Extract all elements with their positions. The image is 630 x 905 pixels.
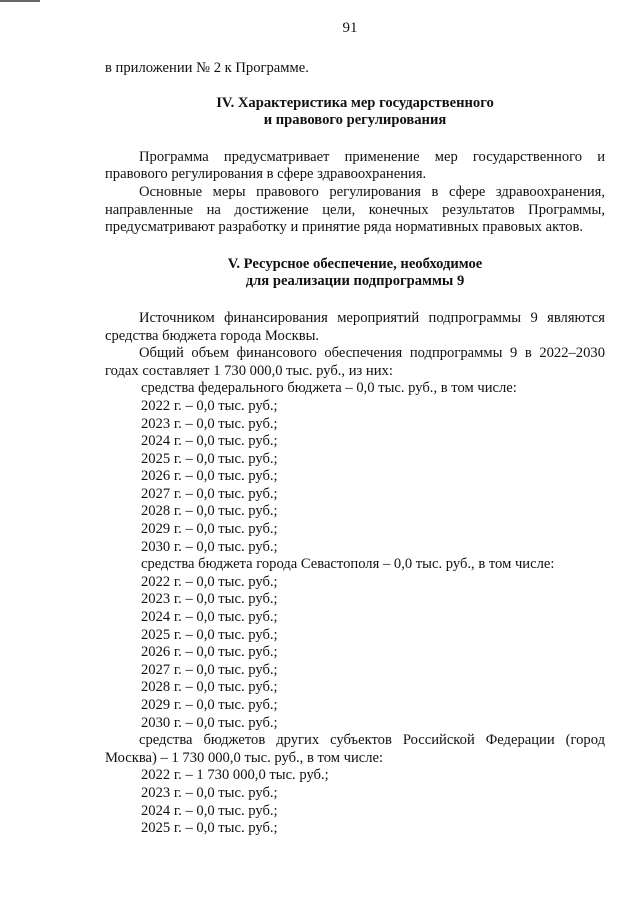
- section-4-paragraph-1: Программа предусматривает применение мер государственного и правового регулирования в сфере здравоохранения.: [105, 148, 605, 183]
- other-subjects-budget-heading: средства бюджетов других субъектов Российской Федерации (город Москва) – 1 730 000,0 тыс. руб., в том числе:: [105, 732, 605, 766]
- other-subjects-year-2024: 2024 г. – 0,0 тыс. руб.;: [141, 802, 278, 819]
- other-subjects-year-2022: 2022 г. – 1 730 000,0 тыс. руб.;: [141, 767, 329, 784]
- sevastopol-year-2023: 2023 г. – 0,0 тыс. руб.;: [141, 591, 278, 608]
- intro-line: в приложении № 2 к Программе.: [105, 60, 309, 76]
- sevastopol-year-2026: 2026 г. – 0,0 тыс. руб.;: [141, 644, 278, 661]
- other-subjects-year-2023: 2023 г. – 0,0 тыс. руб.;: [141, 784, 278, 801]
- federal-year-2029: 2029 г. – 0,0 тыс. руб.;: [141, 521, 278, 538]
- sevastopol-year-2022: 2022 г. – 0,0 тыс. руб.;: [141, 573, 278, 590]
- federal-year-2027: 2027 г. – 0,0 тыс. руб.;: [141, 485, 278, 502]
- section-4-title-line-1: IV. Характеристика мер государственного: [216, 94, 494, 111]
- sevastopol-year-2029: 2029 г. – 0,0 тыс. руб.;: [141, 697, 278, 713]
- scan-corner-mark: [0, 0, 40, 8]
- document-body: [105, 60, 605, 838]
- sevastopol-year-2030: 2030 г. – 0,0 тыс. руб.;: [141, 714, 278, 731]
- other-subjects-year-2025: 2025 г. – 0,0 тыс. руб.;: [141, 820, 278, 837]
- sevastopol-budget-heading: средства бюджета города Севастополя – 0,0 тыс. руб., в том числе:: [141, 556, 555, 573]
- section-5-title-line-1: V. Ресурсное обеспечение, необходимое: [227, 255, 483, 272]
- federal-year-2023: 2023 г. – 0,0 тыс. руб.;: [141, 415, 278, 432]
- section-5-title: [105, 256, 605, 291]
- section-4-title: [105, 95, 605, 130]
- page-number: 91: [342, 20, 358, 36]
- federal-year-2028: 2028 г. – 0,0 тыс. руб.;: [141, 503, 278, 520]
- federal-year-2024: 2024 г. – 0,0 тыс. руб.;: [141, 433, 278, 450]
- federal-budget-heading: средства федерального бюджета – 0,0 тыс. руб., в том числе:: [141, 380, 517, 397]
- section-4-title-line-2: и правового регулирования: [263, 112, 447, 129]
- section-5-paragraph-2: Общий объем финансового обеспечения подпрограммы 9 в 2022–2030 годах составляет 1 730 000,0 тыс. руб., из них:: [105, 345, 605, 379]
- sevastopol-year-2025: 2025 г. – 0,0 тыс. руб.;: [141, 626, 278, 643]
- federal-year-2025: 2025 г. – 0,0 тыс. руб.;: [141, 450, 278, 467]
- federal-year-2026: 2026 г. – 0,0 тыс. руб.;: [141, 468, 278, 485]
- sevastopol-year-2027: 2027 г. – 0,0 тыс. руб.;: [141, 661, 278, 678]
- section-4-paragraph-2: Основные меры правового регулирования в сфере здравоохранения, направленные на достижение цели, конечных результатов Программы, предусматривают разработку и принятие ряда нормативных правовых актов.: [105, 183, 605, 236]
- sevastopol-year-2024: 2024 г. – 0,0 тыс. руб.;: [141, 609, 278, 626]
- section-5-title-line-2: для реализации подпрограммы 9: [245, 273, 465, 290]
- federal-year-2030: 2030 г. – 0,0 тыс. руб.;: [141, 538, 278, 555]
- sevastopol-year-2028: 2028 г. – 0,0 тыс. руб.;: [141, 679, 278, 696]
- federal-year-2022: 2022 г. – 0,0 тыс. руб.;: [141, 397, 278, 414]
- section-5-paragraph-1: Источником финансирования мероприятий подпрограммы 9 являются средства бюджета города Москвы.: [105, 309, 605, 344]
